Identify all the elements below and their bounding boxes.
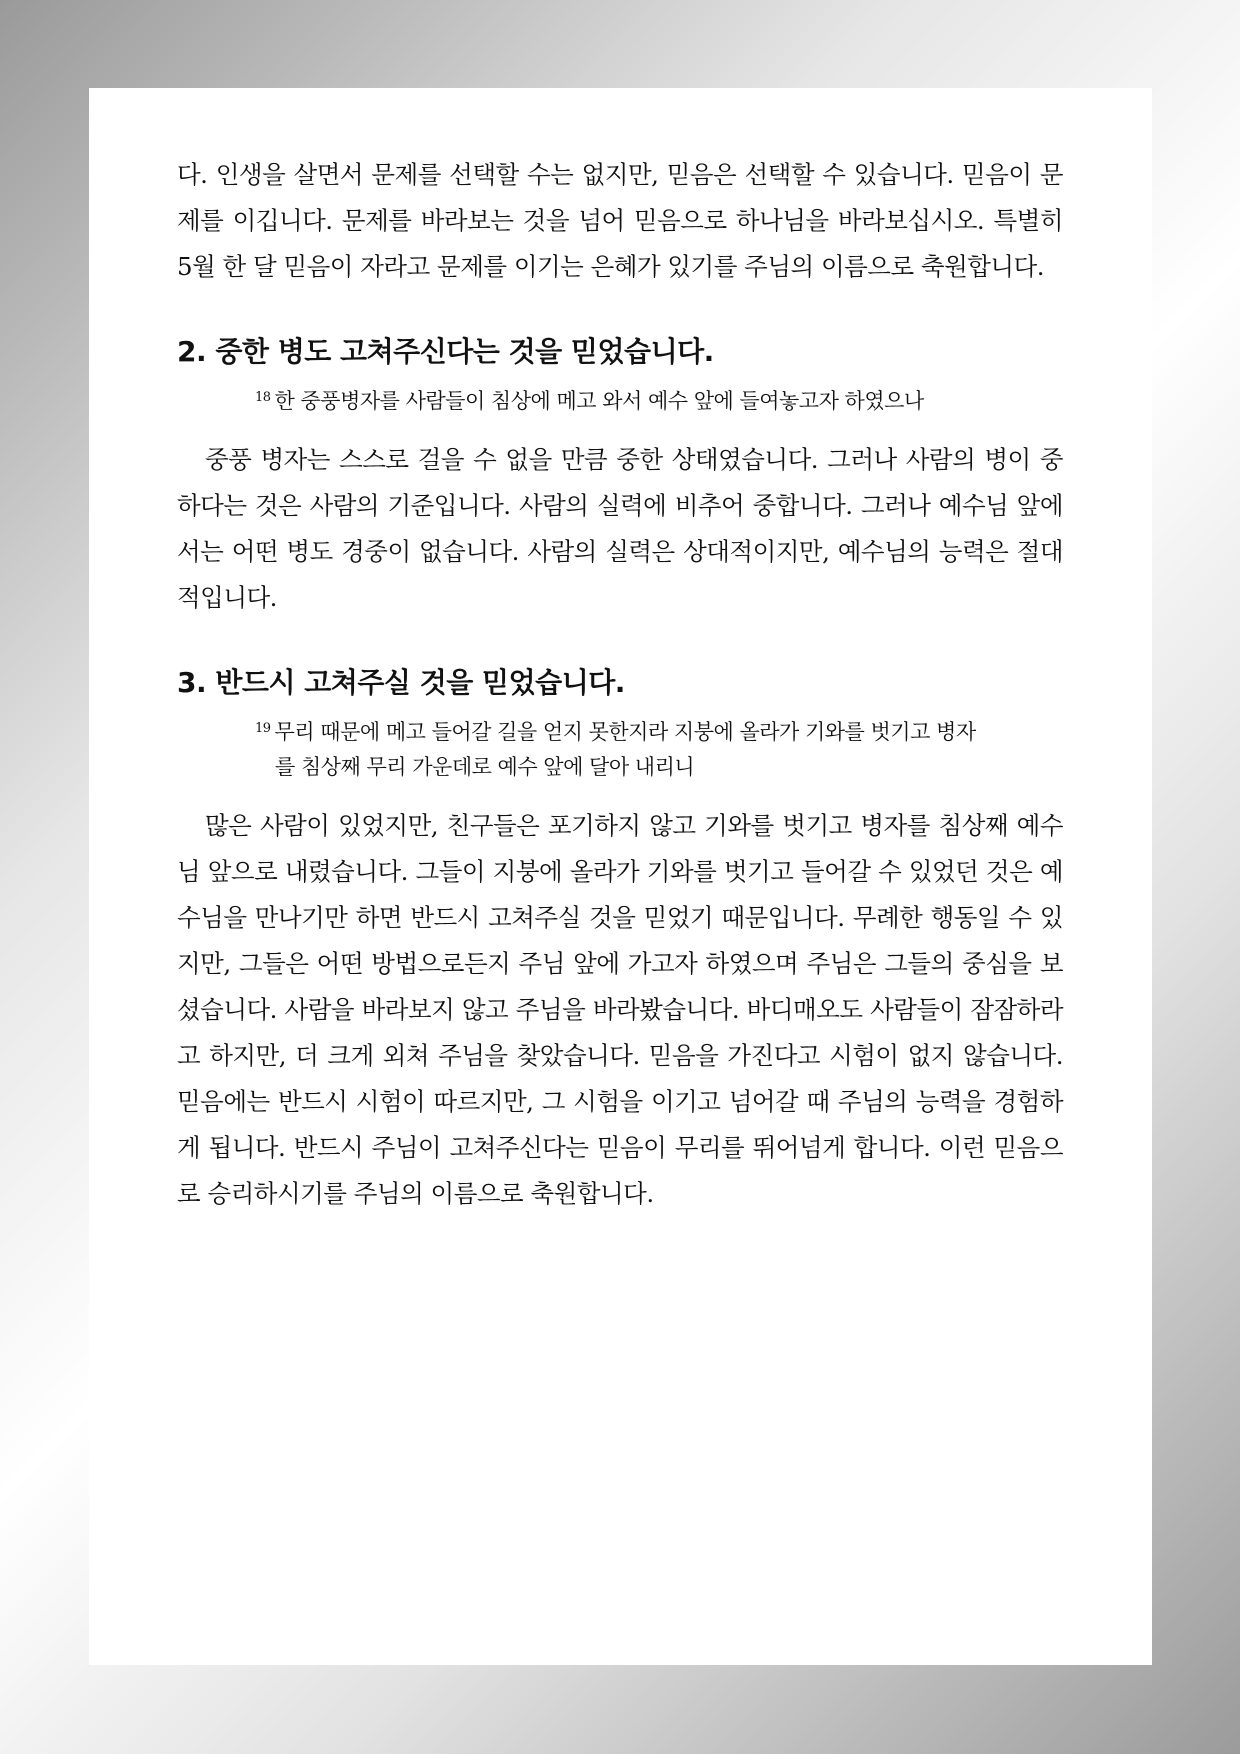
- intro-paragraph: 다. 인생을 살면서 문제를 선택할 수는 없지만, 믿음은 선택할 수 있습니다. 믿음이 문제를 이깁니다. 문제를 바라보는 것을 넘어 믿음으로 하나님을 바라보십시오. 특별히 5월 한 달 믿음이 자라고 문제를 이기는 은혜가 있기를 주님의 이름으로 축원합니다.: [177, 160, 1063, 281]
- section-3-paragraph: 많은 사람이 있었지만, 친구들은 포기하지 않고 기와를 벗기고 병자를 침상째 예수님 앞으로 내렸습니다. 그들이 지붕에 올라가 기와를 벗기고 들어갈 수 있었던 것은 예수님을 만나기만 하면 반드시 고쳐주실 것을 믿었기 때문입니다. 무례한 행동일 수 있지만, 그들은 어떤 방법으로든지 주님 앞에 가고자 하였으며 주님은 그들의 중심을 보셨습니다. 사람을 바라보지 않고 주님을 바라봤습니다. 바디매오도 사람들이 잠잠하라고 하지만, 더 크게 외쳐 주님을 찾았습니다. 믿음을 가진다고 시험이 없지 않습니다. 믿음에는 반드시 시험이 따르지만, 그 시험을 이기고 넘어갈 때 주님의 능력을 경험하게 됩니다. 반드시 주님이 고쳐주신다는 믿음이 무리를 뛰어넘게 합니다. 이런 믿음으로 승리하시기를 주님의 이름으로 축원합니다.: [177, 811, 1063, 1208]
- verse-18-number: 18: [255, 390, 271, 405]
- verse-18-text: 한 중풍병자를 사람들이 침상에 메고 와서 예수 앞에 들여놓고자 하였으나: [274, 389, 924, 413]
- section-3-heading: 3. 반드시 고쳐주실 것을 믿었습니다.: [177, 666, 625, 699]
- verse-19: [177, 711, 1063, 785]
- verse-18: [177, 380, 1063, 419]
- document-page: [89, 88, 1152, 1665]
- section-2-paragraph: 중풍 병자는 스스로 걸을 수 없을 만큼 중한 상태였습니다. 그러나 사람의 병이 중하다는 것은 사람의 기준입니다. 사람의 실력에 비추어 중합니다. 그러나 예수님 앞에서는 어떤 병도 경중이 없습니다. 사람의 실력은 상대적이지만, 예수님의 능력은 절대적입니다.: [177, 445, 1063, 612]
- verse-19-number: 19: [255, 721, 271, 736]
- section-2-heading: 2. 중한 병도 고쳐주신다는 것을 믿었습니다.: [177, 335, 714, 368]
- verse-19-text: 무리 때문에 메고 들어갈 길을 얻지 못한지라 지붕에 올라가 기와를 벗기고 병자를 침상째 무리 가운데로 예수 앞에 달아 내리니: [274, 720, 976, 779]
